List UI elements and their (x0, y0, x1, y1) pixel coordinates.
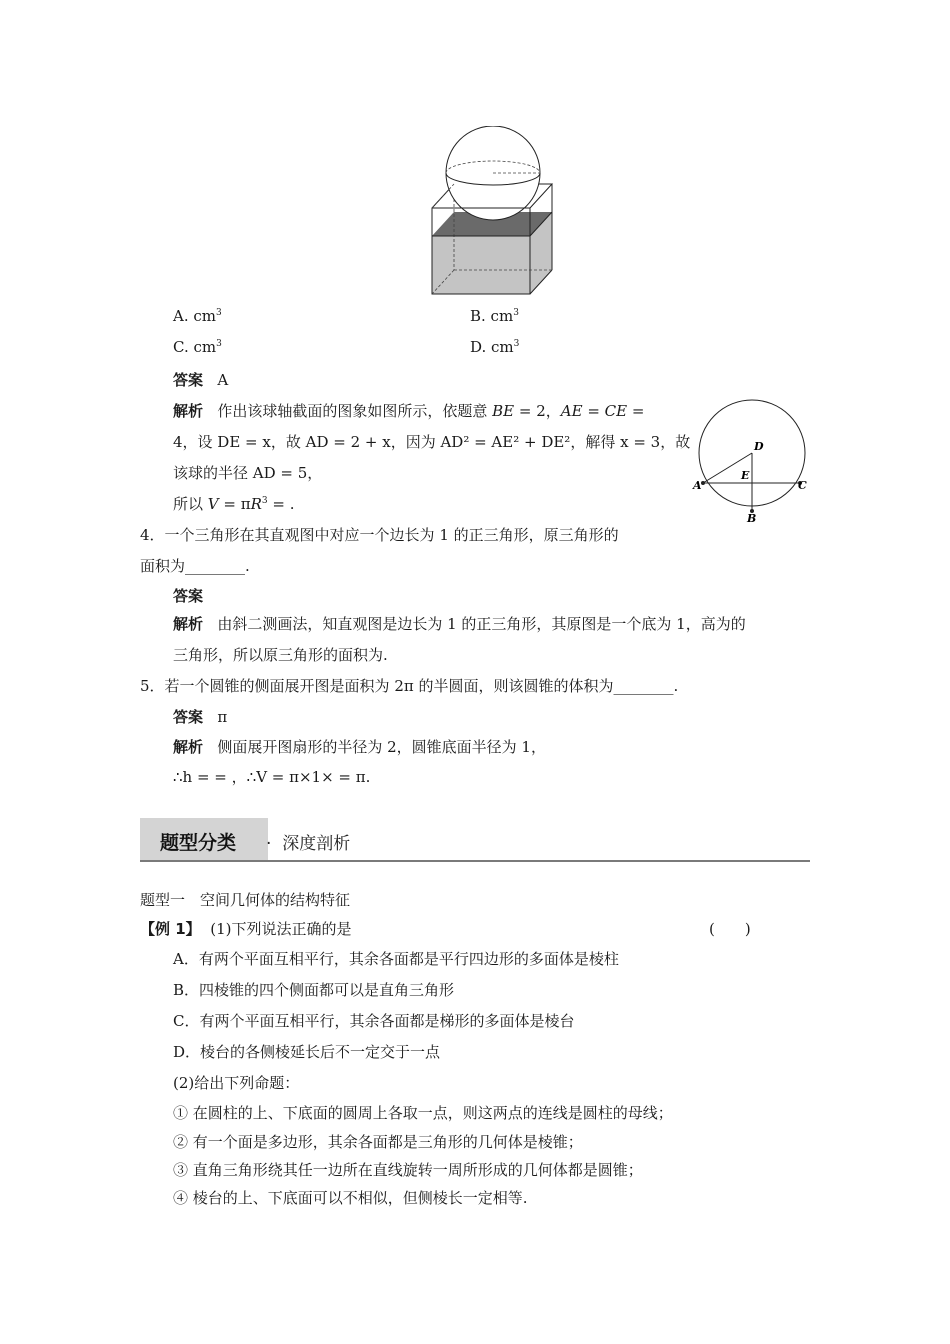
q4-line2: 面积为________. (140, 557, 250, 575)
label-b: B (747, 512, 757, 525)
q5-line1: 5．若一个圆锥的侧面展开图是面积为 2π 的半圆面，则该圆锥的体积为________. (140, 677, 679, 695)
analysis-label: 解析 (173, 738, 204, 756)
example1-line: 【例 1】 (1)下列说法正确的是 (140, 920, 352, 938)
answer-label: 答案 (173, 371, 204, 389)
label-c: C (798, 479, 807, 492)
choice-b: B．四棱锥的四个侧面都可以是直角三角形 (173, 981, 455, 999)
q4-line1: 4．一个三角形在其直观图中对应一个边长为 1 的正三角形，原三角形的 (140, 526, 619, 544)
choice-c: C．有两个平面互相平行，其余各面都是梯形的多面体是棱台 (173, 1012, 575, 1030)
q4-analysis-line2: 三角形，所以原三角形的面积为. (173, 646, 388, 664)
q5-answer: 答案 π (173, 708, 228, 726)
type1-heading: 题型一 空间几何体的结构特征 (140, 891, 351, 909)
q3-analysis-line4: 所以 $V = \pi R^3$ = . (173, 495, 295, 513)
answer-bracket: ( ) (709, 920, 751, 938)
q4-analysis-line1: 解析 由斜二测画法，知直观图是边长为 1 的正三角形，其原图是一个底为 1，高为的 (173, 615, 746, 633)
q3-analysis-line3: 该球的半径 AD = 5， (173, 464, 323, 482)
example-label: 【例 1】 (140, 920, 201, 938)
answer-label: 答案 (173, 708, 204, 726)
section-banner (140, 818, 810, 864)
q3-analysis-line2: 4，设 DE = x，故 AD = 2 + x，因为 AD² = AE² + DE²，解得 x = 3，故 (173, 433, 691, 451)
q3-answer: 答案 A (173, 371, 229, 389)
proposition-4: ④ 棱台的上、下底面可以不相似，但侧棱长一定相等. (173, 1189, 528, 1207)
answer-label: 答案 (173, 587, 204, 605)
option-a: A. $cm^3$ (173, 307, 222, 325)
q4-answer (173, 585, 203, 606)
option-c: C. $cm^3$ (173, 338, 222, 356)
option-d: D. $cm^3$ (470, 338, 520, 356)
circle-section-figure (688, 398, 818, 528)
label-e: E (741, 469, 750, 482)
analysis-label: 解析 (173, 615, 204, 633)
proposition-3: ③ 直角三角形绕其任一边所在直线旋转一周所形成的几何体都是圆锥； (173, 1161, 643, 1179)
choice-d: D．棱台的各侧棱延长后不一定交于一点 (173, 1043, 441, 1061)
analysis-label: 解析 (173, 402, 204, 420)
choice-a: A．有两个平面互相平行，其余各面都是平行四边形的多面体是棱柱 (173, 950, 619, 968)
section-title: 题型分类 (160, 832, 237, 854)
option-b: B. $cm^3$ (470, 307, 519, 325)
q5-analysis-line2: ∴h = = ，∴V = π×1× = π. (173, 768, 371, 786)
q3-analysis-line1: 解析 作出该球轴截面的图象如图所示，依题意 BE = 2，AE = CE = (173, 402, 645, 420)
section-subtitle: · 深度剖析 (266, 834, 351, 854)
q5-analysis-line1: 解析 侧面展开图扇形的半径为 2，圆锥底面半径为 1， (173, 738, 546, 756)
label-d: D (754, 440, 764, 453)
proposition-2: ② 有一个面是多边形，其余各面都是三角形的几何体是棱锥； (173, 1133, 583, 1151)
label-a: A (693, 479, 702, 492)
part2-heading: (2)给出下列命题： (173, 1074, 300, 1092)
sphere-cube-figure (428, 126, 558, 298)
proposition-1: ① 在圆柱的上、下底面的圆周上各取一点，则这两点的连线是圆柱的母线； (173, 1104, 673, 1122)
